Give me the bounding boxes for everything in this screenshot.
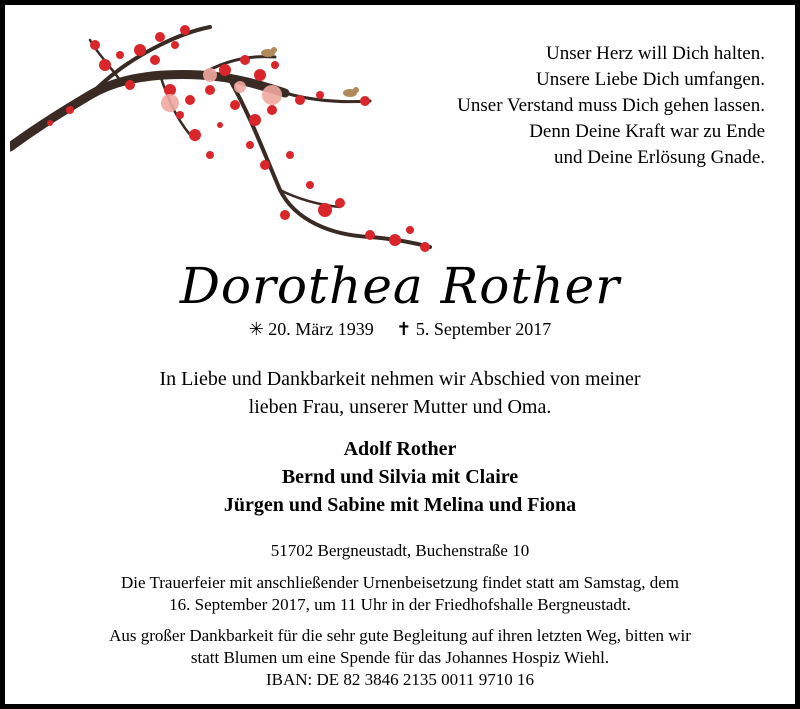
ceremony-line: 16. September 2017, um 11 Uhr in der Friedhofshalle Bergneustadt. [169,595,631,614]
family-line: Adolf Rother [343,438,457,460]
family-names [5,435,795,519]
poem-line: Unser Verstand muss Dich gehen lassen. [457,95,765,116]
family-line: Jürgen und Sabine mit Melina und Fiona [223,494,577,516]
poem-line: und Deine Erlösung Gnade. [553,147,765,168]
donation-line: Aus großer Dankbarkeit für die sehr gute Begleitung auf ihren letzten Weg, bitten wir [109,626,691,645]
farewell-line: lieben Frau, unserer Mutter und Oma. [248,396,552,418]
iban: IBAN: DE 82 3846 2135 0011 9710 16 [265,670,535,689]
poem-line: Unser Herz will Dich halten. [546,43,765,64]
ceremony-info [5,572,795,616]
poem-line: Denn Deine Kraft war zu Ende [529,121,765,142]
poem-line: Unsere Liebe Dich umfangen. [536,69,765,90]
family-line: Bernd und Silvia mit Claire [281,466,519,488]
address: 51702 Bergneustadt, Buchenstraße 10 [270,541,530,560]
ceremony-line: Die Trauerfeier mit anschließender Urnenbeisetzung findet statt am Samstag, dem [120,573,679,592]
donation-info [5,625,795,691]
deceased-name: Dorothea Rother [179,257,621,315]
birth-date: ✳ 20. März 1939 [248,319,374,339]
donation-line: statt Blumen um eine Spende für das Johannes Hospiz Wiehl. [190,648,610,667]
life-dates [5,319,795,340]
poem [457,41,765,171]
death-date: ✝ 5. September 2017 [396,319,552,339]
farewell-line: In Liebe und Dankbarkeit nehmen wir Abschied von meiner [159,368,641,390]
farewell-text [5,365,795,421]
blossom-branch-illustration [10,15,440,265]
